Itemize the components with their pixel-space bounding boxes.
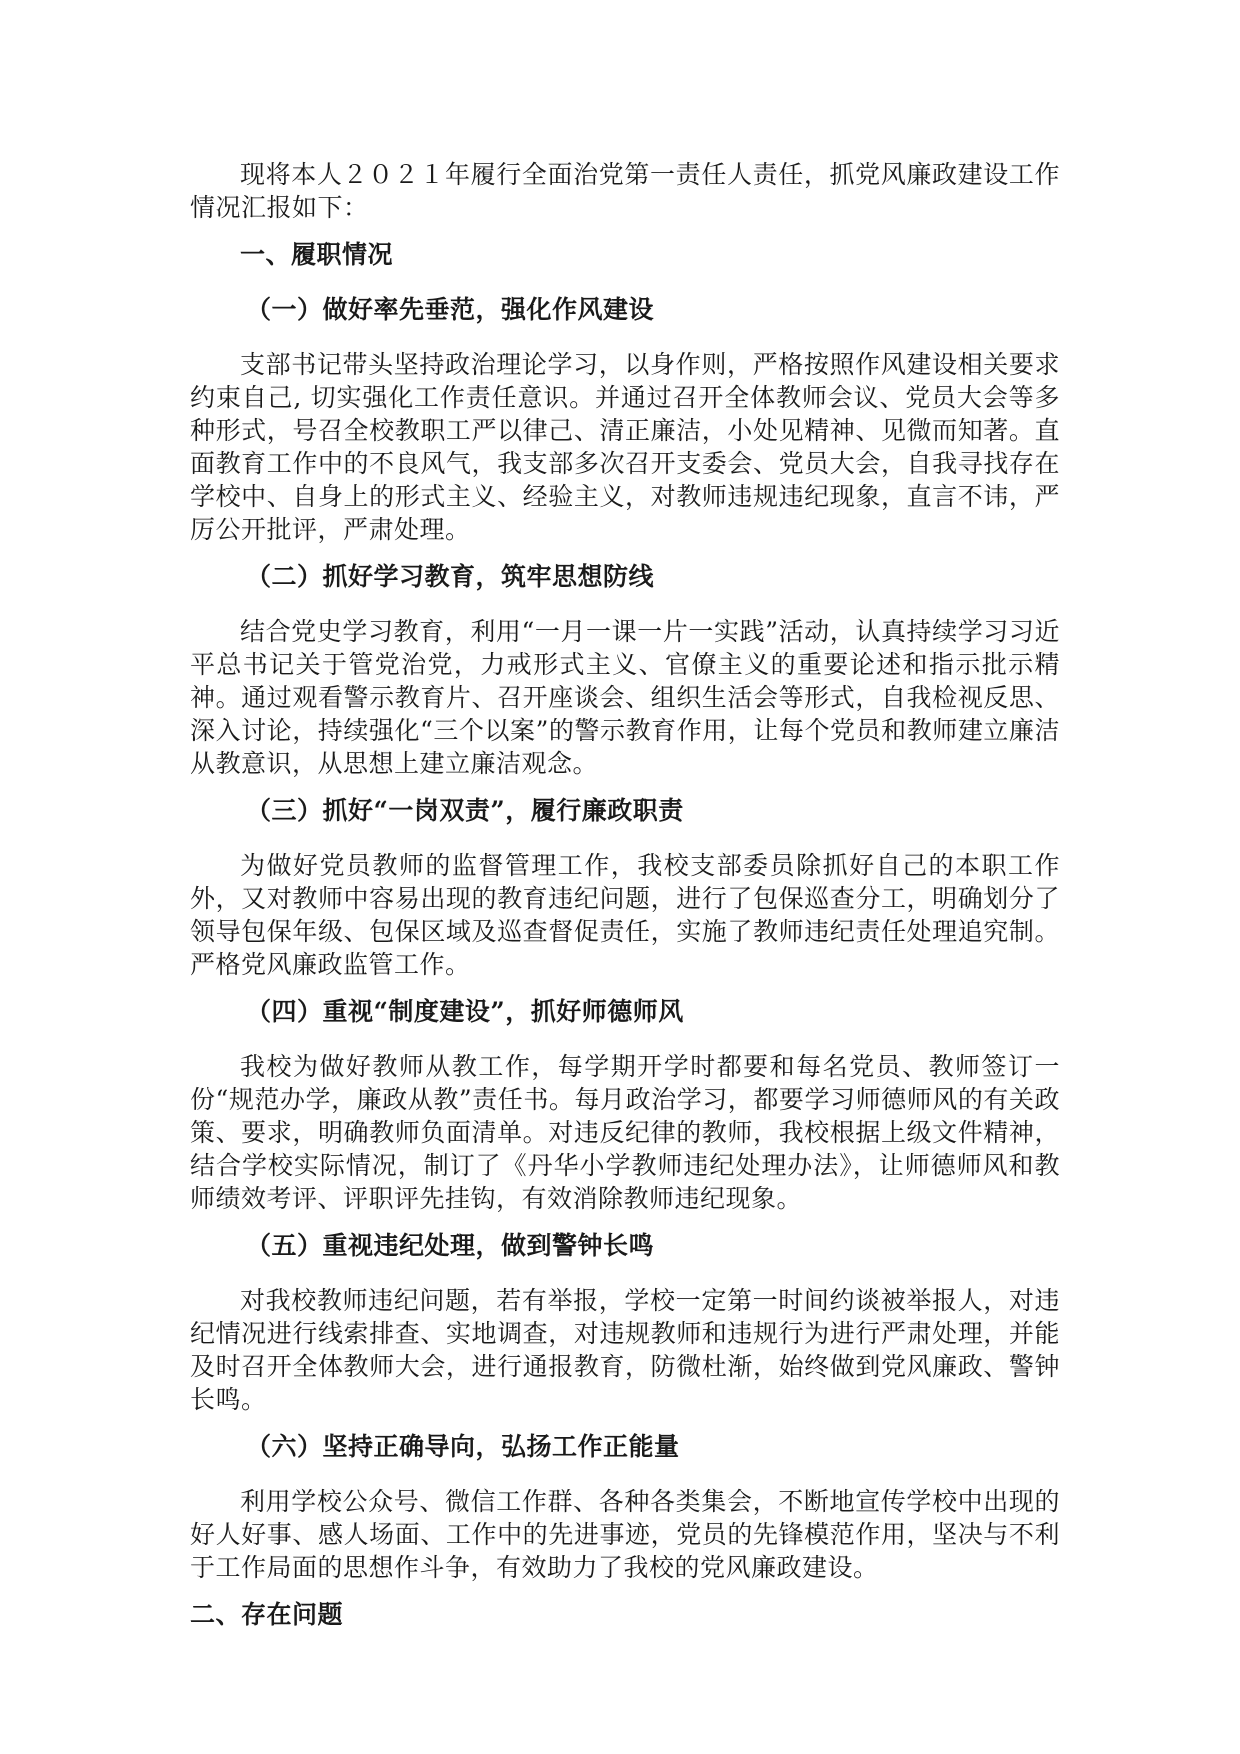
subsection-heading-1: （一）做好率先垂范，强化作风建设 xyxy=(246,295,655,324)
document-page xyxy=(190,158,1060,1653)
subsection-heading-3: （三）抓好“一岗双责”，履行廉政职责 xyxy=(246,796,684,825)
subsection-heading-2: （二）抓好学习教育，筑牢思想防线 xyxy=(246,562,655,591)
intro-paragraph: 现将本人２０２１年履行全面治党第一责任人责任，抓党风廉政建设工作情况汇报如下： xyxy=(190,160,1060,222)
subsection-heading-4: （四）重视“制度建设”，抓好师德师风 xyxy=(246,997,684,1026)
subsection-heading-5: （五）重视违纪处理，做到警钟长鸣 xyxy=(246,1231,655,1260)
subsection-body-4: 我校为做好教师从教工作，每学期开学时都要和每名党员、教师签订一份“规范办学，廉政从教”责任书。每月政治学习，都要学习师德师风的有关政策、要求，明确教师负面清单。对违反纪律的教师，我校根据上级文件精神，结合学校实际情况，制订了《丹华小学教师违纪处理办法》，让师德师风和教师绩效考评、评职评先挂钩，有效消除教师违纪现象。 xyxy=(190,1052,1060,1213)
subsection-body-3: 为做好党员教师的监督管理工作，我校支部委员除抓好自己的本职工作外，又对教师中容易出现的教育违纪问题，进行了包保巡查分工，明确划分了领导包保年级、包保区域及巡查督促责任，实施了教师违纪责任处理追究制。严格党风廉政监管工作。 xyxy=(190,851,1060,979)
subsection-body-1: 支部书记带头坚持政治理论学习，以身作则，严格按照作风建设相关要求约束自己, 切实强化工作责任意识。并通过召开全体教师会议、党员大会等多种形式，号召全校教职工严以律己、清正廉洁，小处见精神、见微而知著。直面教育工作中的不良风气，我支部多次召开支委会、党员大会，自我寻找存在学校中、自身上的形式主义、经验主义，对教师违规违纪现象，直言不讳，严厉公开批评，严肃处理。 xyxy=(190,350,1060,544)
section-heading-2: 二、存在问题 xyxy=(190,1600,344,1629)
section-heading-1: 一、履职情况 xyxy=(240,240,394,269)
subsection-body-5: 对我校教师违纪问题，若有举报，学校一定第一时间约谈被举报人，对违纪情况进行线索排查、实地调查，对违规教师和违规行为进行严肃处理，并能及时召开全体教师大会，进行通报教育，防微杜渐，始终做到党风廉政、警钟长鸣。 xyxy=(190,1286,1060,1414)
subsection-body-6: 利用学校公众号、微信工作群、各种各类集会，不断地宣传学校中出现的好人好事、感人场面、工作中的先进事迹，党员的先锋模范作用，坚决与不利于工作局面的思想作斗争，有效助力了我校的党风廉政建设。 xyxy=(190,1487,1060,1582)
subsection-body-2: 结合党史学习教育，利用“一月一课一片一实践”活动，认真持续学习习近平总书记关于管党治党，力戒形式主义、官僚主义的重要论述和指示批示精神。通过观看警示教育片、召开座谈会、组织生活会等形式，自我检视反思、深入讨论，持续强化“三个以案”的警示教育作用，让每个党员和教师建立廉洁从教意识，从思想上建立廉洁观念。 xyxy=(190,617,1060,778)
subsection-heading-6: （六）坚持正确导向，弘扬工作正能量 xyxy=(246,1432,680,1461)
